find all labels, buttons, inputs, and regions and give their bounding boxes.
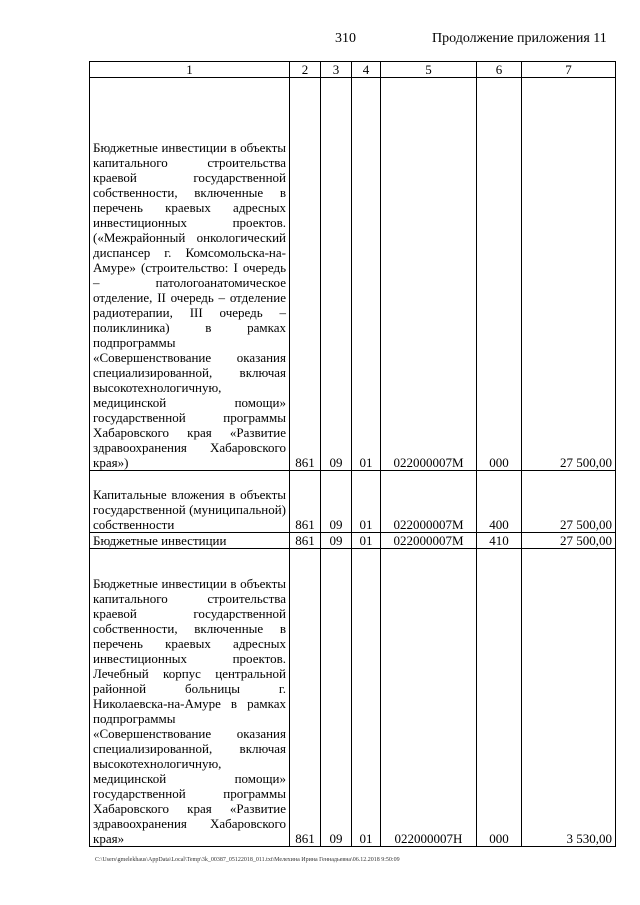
amount: 27 500,00 — [522, 471, 616, 533]
section-code: 09 — [321, 533, 352, 549]
section-code: 09 — [321, 78, 352, 471]
column-header: 6 — [477, 62, 522, 78]
amount: 3 530,00 — [522, 549, 616, 847]
row-description: Бюджетные инвестиции — [90, 533, 290, 549]
amount: 27 500,00 — [522, 533, 616, 549]
grbs-code: 861 — [290, 471, 321, 533]
table-row — [90, 78, 616, 471]
subsection-code: 01 — [352, 549, 381, 847]
row-description: Бюджетные инвестиции в объекты капитального строительства краевой государственной собственности, включенные в перечень краевых адресных инвестиционных проектов. («Межрайонный онкологический диспансер г. Комсомольска-на-Амуре» (строительство: I очередь – патологоанатомическое отделение, II очередь – отделение радиотерапии, III очередь – поликлиника) в рамках подпрограммы «Совершенствование оказания специализированной, включая высокотехнологичную, медицинской помощи» государственной программы Хабаровского края «Развитие здравоохранения Хабаровского края») — [90, 78, 290, 471]
grbs-code: 861 — [290, 533, 321, 549]
expense-type-code: 000 — [477, 549, 522, 847]
section-code: 09 — [321, 549, 352, 847]
budget-table — [89, 61, 616, 847]
expense-type-code: 000 — [477, 78, 522, 471]
table-header-row — [90, 62, 616, 78]
expense-type-code: 400 — [477, 471, 522, 533]
subsection-code: 01 — [352, 533, 381, 549]
expense-type-code: 410 — [477, 533, 522, 549]
column-header: 2 — [290, 62, 321, 78]
table-row — [90, 533, 616, 549]
table-row — [90, 471, 616, 533]
column-header: 7 — [522, 62, 616, 78]
appendix-continuation-label: Продолжение приложения 11 — [432, 31, 607, 46]
column-header: 3 — [321, 62, 352, 78]
column-header: 4 — [352, 62, 381, 78]
amount: 27 500,00 — [522, 78, 616, 471]
table-row — [90, 549, 616, 847]
target-article-code: 022000007М — [381, 533, 477, 549]
target-article-code: 022000007М — [381, 471, 477, 533]
section-code: 09 — [321, 471, 352, 533]
subsection-code: 01 — [352, 471, 381, 533]
grbs-code: 861 — [290, 78, 321, 471]
page-number: 310 — [335, 31, 356, 46]
column-header: 5 — [381, 62, 477, 78]
target-article-code: 022000007М — [381, 78, 477, 471]
grbs-code: 861 — [290, 549, 321, 847]
row-description: Бюджетные инвестиции в объекты капитального строительства краевой государственной собственности, включенные в перечень краевых адресных инвестиционных проектов. Лечебный корпус центральной районной больницы г. Николаевска-на-Амуре в рамках подпрограммы «Совершенствование оказания специализированной, включая высокотехнологичную, медицинской помощи» государственной программы Хабаровского края «Развитие здравоохранения Хабаровского края» — [90, 549, 290, 847]
target-article-code: 022000007Н — [381, 549, 477, 847]
column-header: 1 — [90, 62, 290, 78]
row-description: Капитальные вложения в объекты государственной (муниципальной) собственности — [90, 471, 290, 533]
subsection-code: 01 — [352, 78, 381, 471]
footer-file-path: C:\Users\gmelekhaus\AppData\Local\Temp\3k_00387_05122018_011.txt\Мелехина Ирина Геннадьевна\06.12.2018 9:50:09 — [95, 857, 400, 863]
